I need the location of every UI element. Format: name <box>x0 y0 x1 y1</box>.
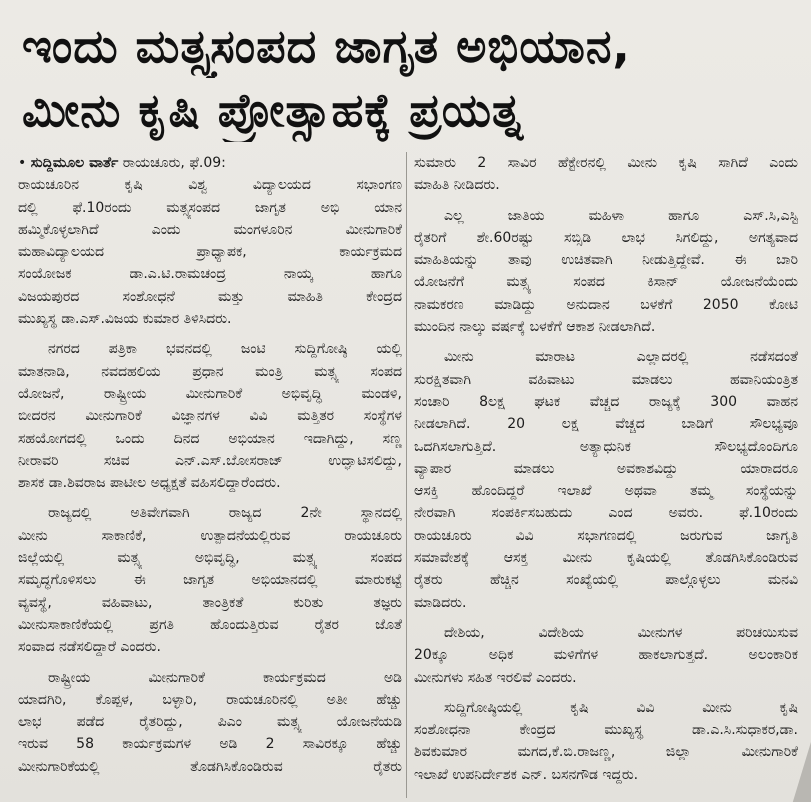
dateline-source: ಸುದ್ದಿಮೂಲ ವಾರ್ತೆ <box>30 155 119 171</box>
article-line: ರೈತರಿಗೆ ಶೇ.60ರಷ್ಟು ಸಬ್ಸಿಡಿ ಲಾಭ ಸಿಗಲಿದ್ದು, ಅಗತ್ಯವಾದ <box>414 229 798 246</box>
article-line: ಸುರಕ್ಷಿತವಾಗಿ ವಹಿವಾಟು ಮಾಡಲು ಹವಾನಿಯಂತ್ರಿತ <box>414 371 798 388</box>
article-line: ಲಾಭ ಪಡೆದ ರೈತರಿದ್ದು, ಪಿಎಂ ಮತ್ಸ್ಯ ಯೋಜನೆಯಡಿ <box>18 714 402 731</box>
article-line: ಯೋಜನೆಗೆ ಮತ್ಸ್ಯ ಸಂಪದ ಕಿಸಾನ್ ಯೋಜನೆಯೆಂದು <box>414 274 798 291</box>
dateline <box>18 152 402 174</box>
article-paragraph <box>414 346 798 614</box>
article-column-right <box>414 152 798 798</box>
dateline-place-date: ರಾಯಚೂರು, ಫೆ.09: <box>122 155 226 171</box>
article-line: ಮಹಾವಿದ್ಯಾಲಯದ ಪ್ರಾಧ್ಯಾಪಕ, ಕಾರ್ಯಕ್ರಮದ <box>18 244 402 261</box>
article-line: ಶಿವಕುಮಾರ ಮಗದ,ಕೆ.ಬಿ.ರಾಜಣ್ಣ, ಜಿಲ್ಲಾ ಮೀನುಗಾರಿಕೆ <box>414 744 798 761</box>
article-line: ಮಾಹಿತಿಯನ್ನು ತಾವು ಉಚಿತವಾಗಿ ನೀಡುತ್ತಿದ್ದೇವೆ. ಈ ಬಾರಿ <box>414 252 798 269</box>
article-headline <box>22 14 797 142</box>
article-paragraph <box>414 152 798 197</box>
article-line: ರೈತರು ಹೆಚ್ಚಿನ ಸಂಖ್ಯೆಯಲ್ಲಿ ಪಾಲ್ಗೊಳ್ಳಲು ಮನವಿ <box>414 572 798 589</box>
article-line: ಮಾತನಾಡಿ, ನವದಹಲಿಯ ಪ್ರಧಾನ ಮಂತ್ರಿ ಮತ್ಸ್ಯ ಸಂಪದ <box>18 363 402 380</box>
article-line: ಮೀನು ಸಾಕಾಣಿಕೆ, ಉತ್ಪಾದನೆಯಲ್ಲಿರುವ ರಾಯಚೂರು <box>18 527 402 544</box>
article-line: 20ಕ್ಕೂ ಅಧಿಕ ಮಳಿಗೆಗಳ ಹಾಕಲಾಗುತ್ತದೆ. ಅಲಂಕಾರಿಕ <box>414 647 798 664</box>
article-line: ಆಸಕ್ತಿ ಹೊಂದಿದ್ದರೆ ಇಲಾಖೆ ಅಥವಾ ತಮ್ಮ ಸಂಸ್ಥೆಯನ್ನು <box>414 483 798 500</box>
article-line: ವ್ಯಾಪಾರ ಮಾಡಲು ಅವಕಾಶವಿದ್ದು ಯಾರಾದರೂ <box>414 460 798 477</box>
article-line: ರಾಷ್ಟ್ರೀಯ ಮೀನುಗಾರಿಕೆ ಕಾರ್ಯಕ್ರಮದ ಅಡಿ <box>48 669 402 686</box>
article-line: ಸಂಚಾರಿ 8ಲಕ್ಷ ಘಟಕ ವೆಚ್ಚದ ರಾಜ್ಯಕ್ಕೆ 300 ವಾಹನ <box>414 393 798 410</box>
article-line: ಮೀನುಗಾರಿಕೆಯಲ್ಲಿ ತೊಡಗಿಸಿಕೊಂಡಿರುವ ರೈತರು <box>18 758 402 775</box>
article-line: ಇಲಾಖೆ ಉಪನಿರ್ದೇಶಕ ಎನ್. ಬಸನಗೌಡ ಇದ್ದರು. <box>414 766 639 783</box>
article-line: ನೀಡಲಾಗಿದೆ. 20 ಲಕ್ಷ ವೆಚ್ಚದ ಬಾಡಿಗೆ ಸೌಲಭ್ಯವೂ <box>414 416 798 433</box>
article-line: ಶಾಸಕ ಡಾ.ಶಿವರಾಜ ಪಾಟೀಲ ಅಧ್ಯಕ್ಷತೆ ವಹಿಸಲಿದ್ದಾರೆಂದರು. <box>18 475 281 492</box>
dateline-bullet: • <box>18 155 27 171</box>
article-line: ಎಲ್ಲ ಜಾತಿಯ ಮಹಿಳಾ ಹಾಗೂ ಎಸ್.ಸಿ,ಎಸ್ಟಿ <box>444 207 798 224</box>
article-paragraph <box>18 338 402 494</box>
article-line: ಸುಮಾರು 2 ಸಾವಿರ ಹೆಕ್ಟೇರನಲ್ಲಿ ಮೀನು ಕೃಷಿ ಸಾಗಿದೆ ಎಂದು <box>414 155 798 171</box>
article-line: ಸಂಶೋಧನಾ ಕೇಂದ್ರದ ಮುಖ್ಯಸ್ಥ ಡಾ.ಎ.ಸಿ.ಸುಧಾಕರ,ಡಾ. <box>414 722 798 739</box>
article-line: ಯೋಜನೆ, ರಾಷ್ಟ್ರೀಯ ಮೀನುಗಾರಿಕೆ ಅಭಿವೃದ್ಧಿ ಮಂಡಳಿ, <box>18 385 402 402</box>
article-line: ಸಮಾವೇಶಕ್ಕೆ ಆಸಕ್ತ ಮೀನು ಕೃಷಿಯಲ್ಲಿ ತೊಡಗಿಸಿಕೊಂಡಿರುವ <box>414 550 798 567</box>
article-line: ಮುಂದಿನ ನಾಲ್ಕು ವರ್ಷಕ್ಕೆ ಬಳಕೆಗೆ ಆಕಾಶ ನೀಡಲಾಗಿದೆ. <box>414 319 656 336</box>
article-line: ಬೀದರನ ಮೀನುಗಾರಿಕೆ ವಿಜ್ಞಾನಗಳ ವಿವಿ ಮತ್ತಿತರ ಸಂಸ್ಥೆಗಳ <box>18 408 402 425</box>
article-line: ನೀರಾವರಿ ಸಚಿವ ಎನ್.ಎಸ್.ಬೋಸರಾಜ್ ಉದ್ಘಾಟಿಸಲಿದ್ದು, <box>18 452 402 469</box>
headline-line-1: ಇಂದು ಮತ್ಸ್ಯಸಂಪದ ಜಾಗೃತ ಅಭಿಯಾನ, <box>22 19 631 73</box>
article-column-left <box>18 152 402 798</box>
article-line: ದೇಶಿಯ, ವಿದೇಶಿಯ ಮೀನುಗಳ ಪರಿಚಯಿಸುವ <box>444 624 798 641</box>
article-line: ದಲ್ಲಿ ಫೆ.10ರಂದು ಮತ್ಸ್ಯಸಂಪದ ಜಾಗೃತ ಅಭಿ ಯಾನ <box>18 199 402 216</box>
article-paragraph <box>414 697 798 786</box>
article-line: ಮುಖ್ಯಸ್ಥ ಡಾ.ಎಸ್.ವಿಜಯ ಕುಮಾರ ತಿಳಿಸಿದರು. <box>18 311 232 328</box>
article-line: ಸಂವಾದ ನಡೆಸಲಿದ್ದಾರೆ ಎಂದರು. <box>18 639 161 656</box>
article-line: ಮೀನು ಮಾರಾಟ ಎಲ್ಲಾದರಲ್ಲಿ ನಡೆಸದಂತೆ <box>444 349 798 366</box>
article-paragraph <box>414 205 798 339</box>
article-line: ಸಂಯೋಜಕ ಡಾ.ಎ.ಟಿ.ರಾಮಚಂದ್ರ ನಾಯ್ಕ ಹಾಗೂ <box>18 266 402 283</box>
article-line: ರಾಯಚೂರಿನ ಕೃಷಿ ವಿಶ್ವ ವಿದ್ಯಾಲಯದ ಸಭಾಂಗಣ <box>18 177 402 194</box>
article-paragraph <box>414 622 798 689</box>
headline-line-2: ಮೀನು ಕೃಷಿ ಪ್ರೋತ್ಸಾಹಕ್ಕೆ ಪ್ರಯತ್ನ <box>22 83 524 137</box>
article-line: ಜಿಲ್ಲೆಯಲ್ಲಿ ಮತ್ಸ್ಯ ಅಭಿವೃದ್ಧಿ, ಮತ್ಸ್ಯ ಸಂಪದ <box>18 550 402 567</box>
article-line: ಮಾಡಿದರು. <box>414 594 467 611</box>
article-line: ನೇರವಾಗಿ ಸಂಪರ್ಕಿಸಬಹುದು ಎಂದ ಅವರು. ಫೆ.10ರಂದು <box>414 505 798 522</box>
article-line: ಸಮೃದ್ಧಗೊಳಿಸಲು ಈ ಜಾಗೃತ ಅಭಿಯಾನದಲ್ಲಿ ಮಾರುಕಟ್ಟೆ <box>18 572 402 589</box>
article-line: ರಾಯಚೂರು ವಿವಿ ಸಭಾಗಣದಲ್ಲಿ ಜರುಗುವ ಜಾಗೃತಿ <box>414 527 798 544</box>
article-paragraph <box>18 502 402 658</box>
article-paragraph <box>18 174 402 330</box>
column-divider <box>406 152 407 798</box>
article-line: ಇರುವ 58 ಕಾರ್ಯಕ್ರಮಗಳ ಅಡಿ 2 ಸಾವಿರಕ್ಕೂ ಹೆಚ್ಚು <box>18 736 402 753</box>
article-line: ಸಹಯೋಗದಲ್ಲಿ ಒಂದು ದಿನದ ಅಭಿಯಾನ ಇದಾಗಿದ್ದು, ಸಣ್ಣ <box>18 430 402 447</box>
article-line: ರಾಜ್ಯದಲ್ಲಿ ಅತಿವೇಗವಾಗಿ ರಾಜ್ಯದ 2ನೇ ಸ್ಥಾನದಲ್ಲಿ <box>48 505 402 522</box>
article-line: ವ್ಯವಸ್ಥೆ, ವಹಿವಾಟು, ತಾಂತ್ರಿಕತೆ ಕುರಿತು ತಜ್ಞರು <box>18 594 402 611</box>
article-line: ಮಾಹಿತಿ ನೀಡಿದರು. <box>414 177 500 194</box>
article-line: ಹಮ್ಮಿಕೊಳ್ಳಲಾಗಿದೆ ಎಂದು ಮಂಗಳೂರಿನ ಮೀನುಗಾರಿಕೆ <box>18 221 402 238</box>
article-line: ನಗರದ ಪತ್ರಿಕಾ ಭವನದಲ್ಲಿ ಜಂಟಿ ಸುದ್ದಿಗೋಷ್ಠಿ ಯಲ್ಲಿ <box>48 341 402 358</box>
article-paragraph <box>18 667 402 778</box>
article-line: ಒದಗಿಸಲಾಗುತ್ತಿದೆ. ಅತ್ಯಾಧುನಿಕ ಸೌಲಭ್ಯದೊಂದಿಗೂ <box>414 438 798 455</box>
article-line: ಮೀನುಗಳು ಸಹಿತ ಇರಲಿವೆ ಎಂದರು. <box>414 669 577 686</box>
article-line: ಮೀನುಸಾಕಾಣಿಕೆಯಲ್ಲಿ ಪ್ರಗತಿ ಹೊಂದುತ್ತಿರುವ ರೈತರ ಜೊತೆ <box>18 616 402 633</box>
article-line: ಯಾದಗಿರಿ, ಕೊಪ್ಪಳ, ಬಳ್ಳಾರಿ, ರಾಯಚೂರಿನಲ್ಲಿ ಅತೀ ಹೆಚ್ಚು <box>18 691 402 708</box>
article-line: ಸುದ್ದಿಗೋಷ್ಠಿಯಲ್ಲಿ ಕೃಷಿ ವಿವಿ ಮೀನು ಕೃಷಿ <box>444 699 798 716</box>
article-line: ವಿಜಯಪುರದ ಸಂಶೋಧನೆ ಮತ್ತು ಮಾಹಿತಿ ಕೇಂದ್ರದ <box>18 288 402 305</box>
article-line: ನಾಮಕರಣ ಮಾಡಿದ್ದು ಅನುದಾನ ಬಳಕೆಗೆ 2050 ಕೋಟಿ <box>414 296 798 313</box>
